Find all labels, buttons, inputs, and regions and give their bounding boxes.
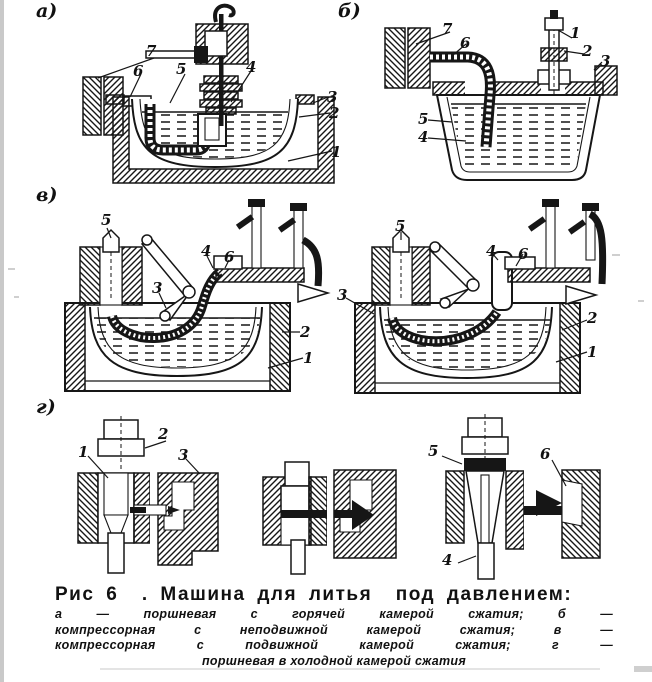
callout-vr-3: 3: [337, 286, 348, 304]
callout-vl-6: 6: [224, 248, 235, 266]
callout-vl-3: 3: [152, 279, 163, 297]
valve-handle: [236, 214, 254, 229]
caption-line-4: поршневая в холодной камерой сжатия: [202, 653, 466, 668]
callout-a-5: 5: [176, 60, 187, 78]
caption-line-3: компрессорная с подвижной камерой сжатия; г —: [55, 638, 613, 652]
callout-g-5: 5: [428, 442, 439, 460]
callout-b-3: 3: [600, 52, 611, 70]
lid-flange: [595, 66, 617, 95]
callout-g-4: 4: [442, 551, 453, 569]
molten-metal: [451, 104, 586, 170]
callout-g-1: 1: [78, 443, 89, 461]
pouring-funnel: [464, 458, 506, 471]
callout-g-2: 2: [158, 425, 169, 443]
mold-block: [385, 28, 405, 88]
callout-vr-6: 6: [518, 245, 529, 263]
plunger-rod: [108, 533, 124, 573]
joint: [183, 286, 195, 298]
valve-bracket: [216, 268, 304, 282]
callout-b-7: 7: [442, 20, 453, 38]
cylinder-block: [412, 247, 430, 305]
chamber-block: [446, 471, 464, 543]
callout-g-6: 6: [540, 445, 551, 463]
callout-g-3: 3: [178, 446, 189, 464]
callout-vr-5: 5: [395, 217, 406, 235]
panel-v-right-drawing: [346, 199, 603, 393]
callout-vl-5: 5: [101, 211, 112, 229]
hook: [215, 6, 234, 22]
chamber-block: [78, 473, 98, 543]
joint: [430, 242, 440, 252]
callout-b-1: 1: [570, 24, 581, 42]
panel-v-label: в): [36, 184, 58, 206]
callout-a-3: 3: [327, 88, 338, 106]
plunger-rod: [291, 540, 305, 574]
plunger-tip: [103, 230, 119, 252]
figure-caption: [55, 584, 613, 668]
valve-handle: [568, 219, 586, 234]
panel-b-drawing: [385, 10, 617, 180]
plunger-rod: [478, 543, 494, 579]
panel-b-label: б): [338, 0, 361, 22]
cylinder-block: [372, 247, 390, 305]
valve-handle: [278, 217, 296, 232]
caption-line-1: а — поршневая с горячей камерой сжатия; б —: [55, 607, 613, 621]
plunger-bolt: [104, 420, 138, 439]
panel-g-drawing: [78, 414, 600, 579]
callout-vr-1: 1: [587, 343, 598, 361]
callout-b-6: 6: [460, 34, 471, 52]
caption-line-2: компрессорная с неподвижной камерой сжатия; в —: [55, 622, 613, 637]
air-pipe: [546, 206, 555, 268]
cylinder-block: [122, 247, 142, 305]
callout-vr-2: 2: [587, 309, 598, 327]
callout-vl-1: 1: [303, 349, 314, 367]
flow-wedge: [566, 286, 596, 304]
air-pipe: [294, 210, 303, 268]
mold-block: [408, 28, 430, 88]
valve-bracket: [508, 268, 590, 282]
callout-a-1: 1: [331, 143, 342, 161]
joint: [440, 298, 450, 308]
callout-vl-4: 4: [201, 242, 212, 260]
callout-b-5: 5: [418, 110, 429, 128]
die-cavity: [562, 480, 582, 526]
panel-a-drawing: [83, 6, 334, 183]
callout-vl-2: 2: [300, 323, 311, 341]
callout-vr-4: 4: [486, 242, 497, 260]
panel-a-label: а): [36, 0, 58, 22]
callout-a-4: 4: [246, 58, 257, 76]
callout-a-2: 2: [329, 104, 340, 122]
plunger: [281, 486, 309, 512]
joint: [160, 311, 170, 321]
joint: [142, 235, 152, 245]
pot-lid: [433, 82, 603, 95]
joint: [467, 279, 479, 291]
callout-b-2: 2: [582, 42, 593, 60]
callout-a-6: 6: [133, 62, 144, 80]
valve-nut: [541, 48, 567, 61]
piston: [205, 118, 219, 140]
caption-title: Рис 6 . Машина для литья под давлением:: [55, 584, 573, 605]
cylinder-block: [80, 247, 100, 305]
mold-block: [83, 77, 101, 135]
callout-b-4: 4: [418, 128, 429, 146]
plunger-bolt: [468, 418, 502, 437]
panel-g-label: г): [36, 396, 56, 418]
plunger-bolt: [285, 462, 309, 486]
valve-handle: [528, 216, 546, 231]
callout-a-7: 7: [146, 42, 157, 60]
air-pipe: [252, 206, 261, 268]
flow-wedge: [298, 284, 328, 302]
